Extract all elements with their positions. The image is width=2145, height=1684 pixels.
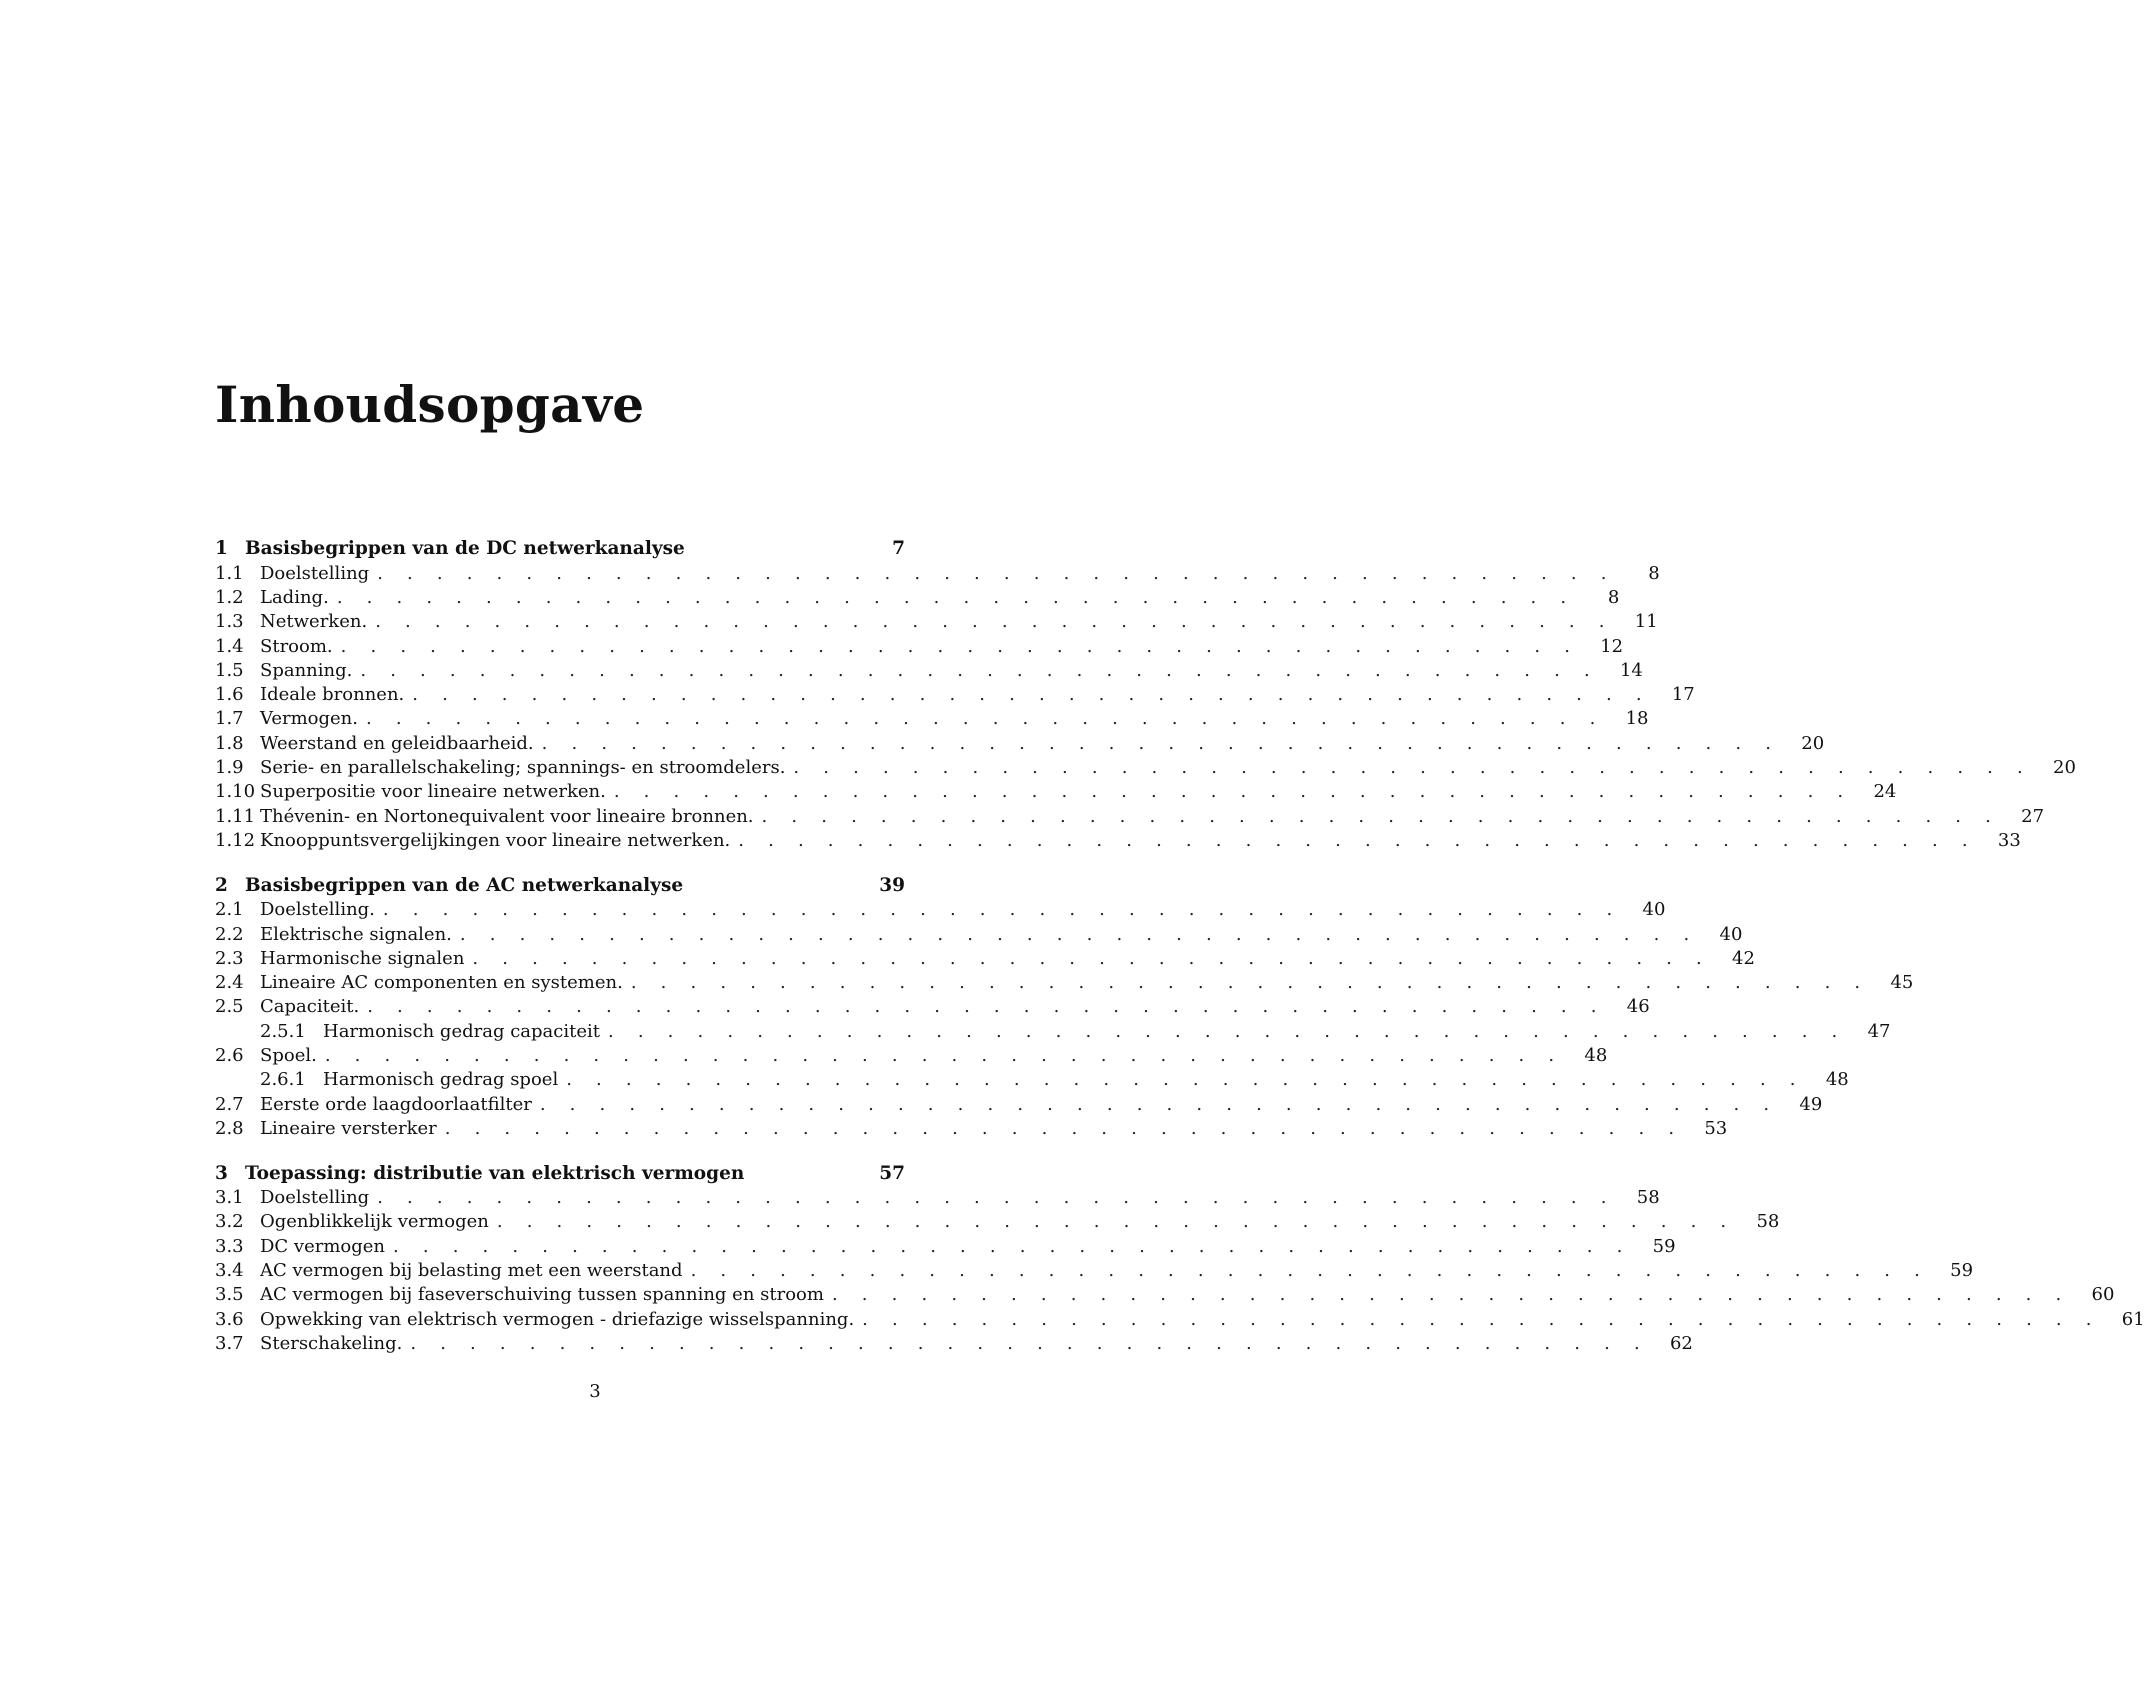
section-number: 1.4 (215, 635, 244, 657)
section-number: 1.2 (215, 586, 244, 608)
table-of-contents (215, 536, 2145, 1376)
section-number: 1.7 (215, 708, 244, 730)
toc-chapter (215, 1161, 2145, 1356)
toc-section-entry[interactable] (215, 1307, 2145, 1331)
entry-title: Opwekking van elektrisch vermogen - driefazige wisselspanning. (260, 1308, 855, 1330)
toc-section-entry[interactable] (215, 1186, 1660, 1210)
entry-title: Harmonische signalen (260, 947, 465, 969)
section-number: 2.3 (215, 947, 244, 969)
dot-leader: . . . . . . . . . . . . . . . . . . . . . . . . . . . . . . . . . . . . . . . . . . (613, 781, 1853, 803)
entry-page: 8 (1607, 586, 1620, 608)
dot-leader: . . . . . . . . . . . . . . . . . . . . . . . . . . . . . . . . . . . . . . . . . . (630, 972, 1870, 994)
dot-leader: . . . . . . . . . . . . . . . . . . . . . . . . . . . . . . . . . . . . . . . . . . (444, 1117, 1684, 1139)
entry-page: 17 (1671, 684, 1695, 706)
toc-chapter-heading[interactable] (215, 1161, 905, 1186)
toc-section-entry[interactable] (215, 995, 1650, 1019)
entry-title: Netwerken. (260, 611, 368, 633)
subsection-number: 2.6.1 (260, 1069, 306, 1091)
entry-title: AC vermogen bij belasting met een weerstand (260, 1260, 683, 1282)
entry-title: Capaciteit. (260, 996, 360, 1018)
dot-leader: . . . . . . . . . . . . . . . . . . . . . . . . . . . . . . . . . . . . . . . . . . (831, 1284, 2071, 1306)
entry-page: 11 (1634, 611, 1658, 633)
toc-section-entry[interactable] (215, 610, 1658, 634)
dot-leader: . . . . . . . . . . . . . . . . . . . . . . . . . . . . . . . . . . . . . . . . . . (382, 899, 1622, 921)
section-number: 3.6 (215, 1308, 244, 1330)
toc-section-entry[interactable] (215, 828, 2021, 852)
dot-leader: . . . . . . . . . . . . . . . . . . . . . . . . . . . . . . . . . . . . . . . . . . (862, 1308, 2101, 1330)
subsection-number: 2.5.1 (260, 1020, 306, 1042)
section-number: 1.10 (215, 781, 256, 803)
section-number: 1.6 (215, 684, 244, 706)
toc-section-entry[interactable] (215, 634, 1624, 658)
section-number: 2.7 (215, 1093, 244, 1115)
dot-leader: . . . . . . . . . . . . . . . . . . . . . . . . . . . . . . . . . . . . . . . . . . (393, 1235, 1632, 1257)
dot-leader: . . . . . . . . . . . . . . . . . . . . . . . . . . . . . . . . . . . . . . . . . . (761, 805, 2001, 827)
entry-page: 61 (2121, 1308, 2145, 1330)
page-number: 3 (589, 1381, 601, 1402)
dot-leader: . . . . . . . . . . . . . . . . . . . . . . . . . . . . . . . . . . . . . . . . . . (459, 923, 1699, 945)
entry-page: 49 (1799, 1093, 1823, 1115)
entry-page: 53 (1704, 1117, 1728, 1139)
entry-title: Lineaire AC componenten en systemen. (260, 972, 623, 994)
toc-section-entry[interactable] (215, 1092, 1823, 1116)
dot-leader: . . . . . . . . . . . . . . . . . . . . . . . . . . . . . . . . . . . . . . . . . . (539, 1093, 1779, 1115)
toc-section-entry[interactable] (215, 780, 1897, 804)
toc-chapter (215, 873, 1914, 1141)
toc-subsection-entry[interactable] (215, 1068, 1849, 1092)
entry-title: AC vermogen bij faseverschuiving tussen spanning en stroom (260, 1284, 824, 1306)
dot-leader: . . . . . . . . . . . . . . . . . . . . . . . . . . . . . . . . . . . . . . . . . . (472, 947, 1711, 969)
toc-section-entry[interactable] (215, 755, 2076, 779)
toc-section-entry[interactable] (215, 707, 1649, 731)
section-number: 1.8 (215, 732, 244, 754)
entry-page: 58 (1636, 1187, 1660, 1209)
entry-title: Lading. (260, 586, 329, 608)
dot-leader: . . . . . . . . . . . . . . . . . . . . . . . . . . . . . . . . . . . . . . . . . . (377, 1187, 1616, 1209)
entry-page: 42 (1732, 947, 1755, 969)
entry-title: Harmonisch gedrag spoel (323, 1069, 559, 1091)
entry-page: 48 (1584, 1044, 1608, 1066)
toc-section-entry[interactable] (215, 1331, 1693, 1355)
dot-leader: . . . . . . . . . . . . . . . . . . . . . . . . . . . . . . . . . . . . . . . . . . (738, 829, 1977, 851)
toc-section-entry[interactable] (215, 970, 1914, 994)
entry-page: 18 (1625, 708, 1649, 730)
chapter-number: 3 (215, 1162, 228, 1184)
dot-leader: . . . . . . . . . . . . . . . . . . . . . . . . . . . . . . . . . . . . . . . . . . (410, 1332, 1649, 1354)
entry-title: Weerstand en geleidbaarheid. (260, 732, 534, 754)
toc-section-entry[interactable] (215, 898, 1666, 922)
toc-section-entry[interactable] (215, 1043, 1608, 1067)
section-number: 1.9 (215, 757, 244, 779)
dot-leader: . . . . . . . . . . . . . . . . . . . . . . . . . . . . . . . . . . . . . . . . . . (360, 659, 1599, 681)
dot-leader: . . . . . . . . . . . . . . . . . . . . . . . . . . . . . . . . . . . . . . . . . . (377, 562, 1616, 584)
entry-title: Thévenin- en Nortonequivalent voor lineaire bronnen. (260, 805, 754, 827)
entry-title: Ideale bronnen. (260, 684, 405, 706)
chapter-title: Basisbegrippen van de DC netwerkanalyse (245, 538, 685, 559)
chapter-title: Basisbegrippen van de AC netwerkanalyse (245, 874, 684, 896)
entry-title: Doelstelling (260, 562, 370, 584)
entry-title: Stroom. (260, 635, 333, 657)
entry-page: 8 (1648, 562, 1660, 584)
toc-section-entry[interactable] (215, 1234, 1676, 1258)
entry-page: 24 (1873, 781, 1897, 803)
toc-section-entry[interactable] (215, 1116, 1728, 1140)
entry-title: Sterschakeling. (260, 1332, 403, 1354)
entry-page: 14 (1619, 659, 1643, 681)
toc-section-entry[interactable] (215, 658, 1643, 682)
entry-page: 59 (1652, 1235, 1676, 1257)
section-number: 1.3 (215, 611, 244, 633)
toc-section-entry[interactable] (215, 731, 1825, 755)
toc-section-entry[interactable] (215, 1258, 1974, 1282)
dot-leader: . . . . . . . . . . . . . . . . . . . . . . . . . . . . . . . . . . . . . . . . . . (366, 708, 1605, 730)
toc-section-entry[interactable] (215, 585, 1620, 609)
entry-title: Spoel. (260, 1044, 317, 1066)
dot-leader: . . . . . . . . . . . . . . . . . . . . . . . . . . . . . . . . . . . . . . . . . . (793, 757, 2032, 779)
entry-page: 33 (1997, 829, 2021, 851)
entry-page: 62 (1669, 1332, 1693, 1354)
entry-page: 40 (1719, 923, 1743, 945)
dot-leader: . . . . . . . . . . . . . . . . . . . . . . . . . . . . . . . . . . . . . . . . . . (607, 1020, 1847, 1042)
dot-leader: . . . . . . . . . . . . . . . . . . . . . . . . . . . . . . . . . . . . . . . . . . (690, 1260, 1930, 1282)
entry-page: 20 (1801, 732, 1825, 754)
entry-title: Doelstelling. (260, 899, 375, 921)
entry-page: 60 (2091, 1284, 2115, 1306)
entry-page: 46 (1626, 996, 1650, 1018)
entry-page: 27 (2021, 805, 2045, 827)
chapter-title: Toepassing: distributie van elektrisch vermogen (245, 1162, 745, 1184)
section-number: 3.2 (215, 1211, 244, 1233)
entry-title: DC vermogen (260, 1235, 386, 1257)
section-number: 1.1 (215, 562, 244, 584)
section-number: 2.6 (215, 1044, 244, 1066)
section-number: 1.5 (215, 659, 244, 681)
entry-page: 40 (1642, 899, 1666, 921)
section-number: 3.5 (215, 1284, 244, 1306)
entry-title: Lineaire versterker (260, 1117, 437, 1139)
chapter-page: 39 (879, 874, 905, 896)
entry-title: Doelstelling (260, 1187, 370, 1209)
toc-chapter (215, 536, 2076, 853)
section-number: 2.1 (215, 899, 244, 921)
dot-leader: . . . . . . . . . . . . . . . . . . . . . . . . . . . . . . . . . . . . . . . . . . (336, 586, 1576, 608)
section-number: 2.5 (215, 996, 244, 1018)
entry-title: Superpositie voor lineaire netwerken. (260, 781, 606, 803)
chapter-number: 1 (215, 538, 228, 559)
entry-title: Spanning. (260, 659, 353, 681)
entry-page: 47 (1867, 1020, 1891, 1042)
toc-section-entry[interactable] (215, 682, 1695, 706)
entry-title: Eerste orde laagdoorlaatfilter (260, 1093, 532, 1115)
section-number: 1.12 (215, 829, 256, 851)
toc-section-entry[interactable] (215, 1283, 2115, 1307)
section-number: 2.2 (215, 923, 244, 945)
section-number: 3.3 (215, 1235, 244, 1257)
entry-page: 20 (2053, 757, 2076, 779)
toc-subsection-entry[interactable] (215, 1019, 1891, 1043)
entry-page: 48 (1825, 1069, 1849, 1091)
entry-title: Knooppuntsvergelijkingen voor lineaire netwerken. (260, 829, 731, 851)
dot-leader: . . . . . . . . . . . . . . . . . . . . . . . . . . . . . . . . . . . . . . . . . . (375, 611, 1614, 633)
entry-title: Serie- en parallelschakeling; spannings- en stroomdelers. (260, 757, 786, 779)
dot-leader: . . . . . . . . . . . . . . . . . . . . . . . . . . . . . . . . . . . . . . . . . . (566, 1069, 1805, 1091)
dot-leader: . . . . . . . . . . . . . . . . . . . . . . . . . . . . . . . . . . . . . . . . . . (340, 635, 1580, 657)
page-title: Inhoudsopgave (215, 375, 645, 434)
toc-chapter-heading[interactable] (215, 536, 905, 561)
entry-title: Ogenblikkelijk vermogen (260, 1211, 489, 1233)
toc-chapter-heading[interactable] (215, 873, 905, 898)
section-number: 3.1 (215, 1187, 244, 1209)
entry-page: 12 (1600, 635, 1624, 657)
toc-section-entry[interactable] (215, 946, 1755, 970)
entry-title: Harmonisch gedrag capaciteit (323, 1020, 600, 1042)
entry-title: Elektrische signalen. (260, 923, 452, 945)
dot-leader: . . . . . . . . . . . . . . . . . . . . . . . . . . . . . . . . . . . . . . . . . . (541, 732, 1781, 754)
toc-section-entry[interactable] (215, 804, 2045, 828)
dot-leader: . . . . . . . . . . . . . . . . . . . . . . . . . . . . . . . . . . . . . . . . . . (496, 1211, 1736, 1233)
dot-leader: . . . . . . . . . . . . . . . . . . . . . . . . . . . . . . . . . . . . . . . . . . (367, 996, 1606, 1018)
entry-page: 58 (1756, 1211, 1780, 1233)
dot-leader: . . . . . . . . . . . . . . . . . . . . . . . . . . . . . . . . . . . . . . . . . . (412, 684, 1651, 706)
toc-section-entry[interactable] (215, 1210, 1780, 1234)
section-number: 3.7 (215, 1332, 244, 1354)
section-number: 2.4 (215, 972, 244, 994)
toc-section-entry[interactable] (215, 561, 1660, 585)
chapter-page: 7 (892, 538, 905, 559)
entry-page: 45 (1890, 972, 1914, 994)
chapter-page: 57 (879, 1162, 905, 1184)
section-number: 2.8 (215, 1117, 244, 1139)
chapter-number: 2 (215, 874, 228, 896)
toc-section-entry[interactable] (215, 922, 1743, 946)
entry-title: Vermogen. (260, 708, 358, 730)
section-number: 3.4 (215, 1260, 244, 1282)
dot-leader: . . . . . . . . . . . . . . . . . . . . . . . . . . . . . . . . . . . . . . . . . . (324, 1044, 1564, 1066)
section-number: 1.11 (215, 805, 256, 827)
entry-page: 59 (1950, 1260, 1974, 1282)
